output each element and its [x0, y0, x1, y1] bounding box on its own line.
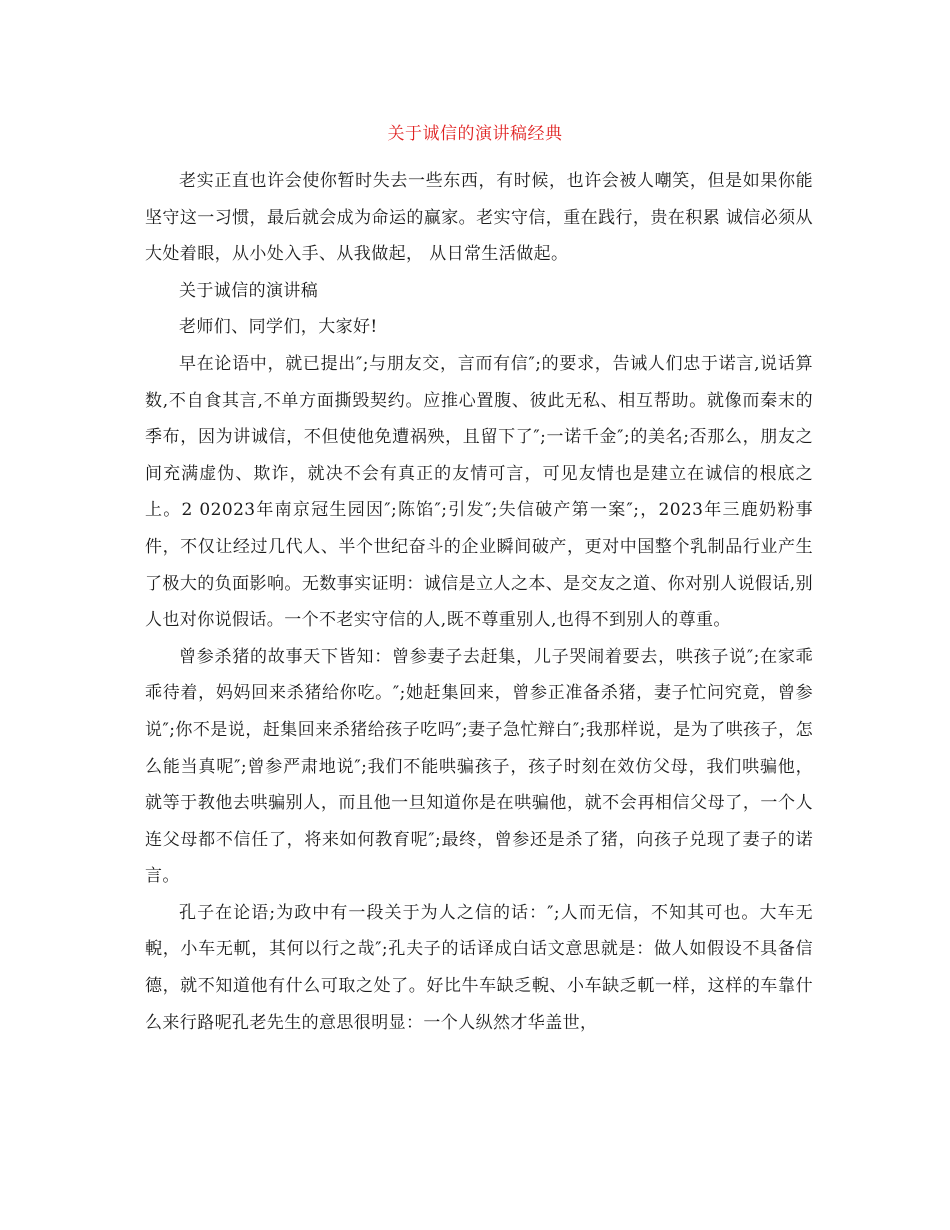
document-title: 关于诚信的演讲稿经典	[387, 124, 563, 144]
paragraph-zengshen: 曾参杀猪的故事天下皆知：曾参妻子去赶集，儿子哭闹着要去，哄孩子说″;在家乖乖待着，妈妈回来杀猪给你吃。″;她赶集回来，曾参正准备杀猪，妻子忙问究竟，曾参说″;你不是说，赶集回来杀猪给孩子吃吗″;妻子急忙辩白″;我那样说，是为了哄孩子，怎么能当真呢″;曾参严肃地说″;我们不能哄骗孩子，孩子时刻在效仿父母，我们哄骗他，就等于教他去哄骗别人，而且他一旦知道你是在哄骗他，就不会再相信父母了，一个人连父母都不信任了，将来如何教育呢″;最终，曾参还是杀了猪，向孩子兑现了妻子的诺言。	[145, 646, 813, 887]
paragraph-lunyu: 早在论语中，就已提出″;与朋友交，言而有信″;的要求，告诫人们忠于诺言,说话算数,不自食其言,不单方面撕毁契约。应推心置腹、彼此无私、相互帮助。就像而秦末的季布，因为讲诚信，不但使他免遭祸殃，且留下了″;一诺千金″;的美名;否那么，朋友之间充满虚伪、欺诈，就决不会有真正的友情可言，可见友情也是建立在诚信的根底之上。2 02023年南京冠生园因″;陈馅″;引发″;失信破产第一案″;，2023年三鹿奶粉事件，不仅让经过几代人、半个世纪奋斗的企业瞬间破产，更对中国整个乳制品行业产生了极大的负面影响。无数事实证明：诚信是立人之本、是交友之道、你对别人说假话,别人也对你说假话。一个不老实守信的人,既不尊重别人,也得不到别人的尊重。	[145, 353, 813, 631]
paragraph-confucius: 孔子在论语;为政中有一段关于为人之信的话：″;人而无信，不知其可也。大车无輗，小车无軏，其何以行之哉″;孔夫子的话译成白话文意思就是：做人如假设不具备信德，就不知道他有什么可取之处了。好比牛车缺乏輗、小车缺乏軏一样，这样的车靠什么来行路呢孔老先生的意思很明显：一个人纵然才华盖世，	[145, 902, 813, 1033]
paragraph-intro: 老实正直也许会使你暂时失去一些东西，有时候，也许会被人嘲笑，但是如果你能坚守这一习惯，最后就会成为命运的赢家。老实守信，重在践行，贵在积累 诚信必须从大处着眼，从小处入手、从我做起， 从日常生活做起。	[145, 171, 813, 265]
paragraph-greeting: 老师们、同学们，大家好!	[179, 317, 378, 338]
document-body	[145, 163, 813, 1041]
paragraph-subtitle: 关于诚信的演讲稿	[179, 280, 319, 301]
